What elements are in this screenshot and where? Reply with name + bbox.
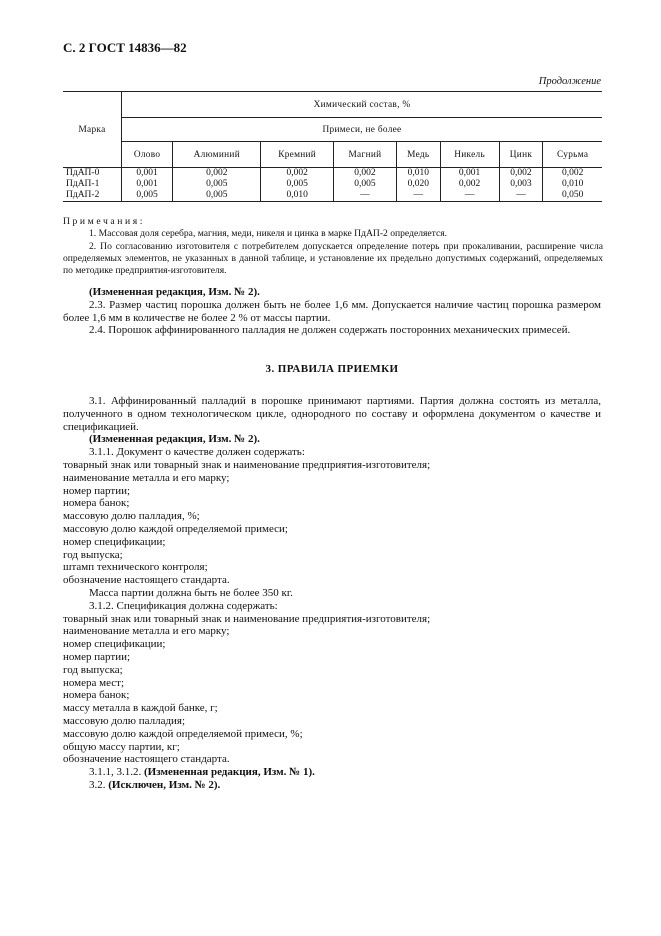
table-cell: — xyxy=(440,190,499,202)
table-row xyxy=(63,190,602,202)
list-item: номер спецификации; xyxy=(63,638,166,651)
subgroup-header: Примеси, не более xyxy=(122,118,603,142)
table-cell: 0,001 xyxy=(440,168,499,180)
grade-cell: ПдАП-1 xyxy=(66,179,100,189)
table-cell: 0,001 xyxy=(122,179,173,190)
table-cell: 0,005 xyxy=(173,190,261,202)
list-item: массовую долю палладия, %; xyxy=(63,510,200,523)
paragraph-2-4: 2.4. Порошок аффинированного палладия не должен содержать посторонних механических примесей. xyxy=(89,324,571,337)
table-cell: 0,002 xyxy=(333,168,396,180)
list-item: год выпуска; xyxy=(63,548,123,561)
notes-title: Примечания: xyxy=(63,216,145,227)
list-item: номера мест; xyxy=(63,676,125,689)
col-header: Кремний xyxy=(261,142,333,168)
table-cell: 0,005 xyxy=(333,179,396,190)
list-item: штамп технического контроля; xyxy=(63,561,208,574)
list-item: номера банок; xyxy=(63,497,130,510)
chemical-composition-table xyxy=(63,91,602,202)
mass-limit: Масса партии должна быть не более 350 кг. xyxy=(89,586,293,599)
grade-cell: ПдАП-2 xyxy=(63,190,122,202)
group-header: Химический состав, % xyxy=(122,92,603,118)
note-item: 2. По согласованию изготовителя с потребителем допускается определение потерь при прокаливании, расширение числа определяемых элементов, не указанных в данной таблице, и установление их предельно допустимых содержаний, определяемых по методике предприятия-изготовителя. xyxy=(63,240,603,277)
reference-prefix: 3.1.1, 3.1.2. xyxy=(89,766,144,779)
table-cell: 0,050 xyxy=(543,190,602,202)
table-cell: 0,010 xyxy=(543,179,602,190)
list-item: номер партии; xyxy=(63,484,131,497)
col-header: Сурьма xyxy=(543,142,602,168)
list-item: массовую долю каждой определяемой примеси; xyxy=(63,522,288,535)
list-item: общую массу партии, кг; xyxy=(63,740,180,753)
section-title: 3. ПРАВИЛА ПРИЕМКИ xyxy=(265,363,399,376)
col-header: Олово xyxy=(122,142,173,168)
list-item: массу металла в каждой банке, г; xyxy=(63,702,218,715)
table-cell: 0,002 xyxy=(173,168,261,180)
col-header: Магний xyxy=(333,142,396,168)
list-item: номер партии; xyxy=(63,650,131,663)
col-grade-header: Марка xyxy=(63,92,122,168)
table-cell: 0,005 xyxy=(122,190,173,202)
table-cell: — xyxy=(333,190,396,202)
paragraph-3-1: 3.1. Аффинированный палладий в порошке принимают партиями. Партия должна состоять из металла, полученного в одном технологическом цикле, однородного по составу и оформлена документом о качестве и спецификацией. xyxy=(63,394,601,433)
list-item: номер спецификации; xyxy=(63,535,166,548)
table-cell: 0,002 xyxy=(440,179,499,190)
col-header: Медь xyxy=(397,142,440,168)
page-header: С. 2 ГОСТ 14836—82 xyxy=(63,40,187,55)
reference-3-1-1-3-1-2 xyxy=(63,766,601,779)
table-cell: 0,002 xyxy=(261,168,333,180)
table-notes xyxy=(63,216,603,277)
col-header: Никель xyxy=(440,142,499,168)
document-body xyxy=(63,286,601,792)
paragraph-3-1-2: 3.1.2. Спецификация должна содержать: xyxy=(89,599,278,612)
continuation-label: Продолжение xyxy=(538,76,601,87)
list-item: массовую долю палладия; xyxy=(63,714,186,727)
table-cell: 0,005 xyxy=(173,179,261,190)
reference-prefix: 3.2. xyxy=(89,778,109,791)
edition-note: (Измененная редакция, Изм. № 2). xyxy=(89,433,260,446)
col-header: Цинк xyxy=(499,142,543,168)
edition-note: (Исключен, Изм. № 2). xyxy=(108,778,221,791)
note-item: 1. Массовая доля серебра, магния, меди, никеля и цинка в марке ПдАП-2 определяется. xyxy=(89,228,448,240)
list-item: наименование металла и его марку; xyxy=(63,471,230,484)
table-cell: — xyxy=(499,190,543,202)
edition-note: (Измененная редакция, Изм. № 1). xyxy=(144,766,315,779)
list-item: товарный знак или товарный знак и наименование предприятия-изготовителя; xyxy=(63,458,431,471)
list-item: массовую долю каждой определяемой примеси, %; xyxy=(63,727,303,740)
grade-cell: ПдАП-0 xyxy=(66,168,100,178)
table-cell: 0,002 xyxy=(543,168,602,180)
col-header: Алюминий xyxy=(173,142,261,168)
table-cell: 0,020 xyxy=(397,179,440,190)
table-cell: 0,010 xyxy=(397,168,440,180)
list-item: товарный знак или товарный знак и наименование предприятия-изготовителя; xyxy=(63,612,431,625)
list-item: номера банок; xyxy=(63,689,130,702)
table-cell: 0,003 xyxy=(499,179,543,190)
table-cell: 0,005 xyxy=(261,179,333,190)
table-cell: — xyxy=(397,190,440,202)
paragraph-3-1-1: 3.1.1. Документ о качестве должен содержать: xyxy=(89,446,305,459)
edition-note: (Измененная редакция, Изм. № 2). xyxy=(89,286,260,298)
table-row xyxy=(63,168,602,180)
paragraph-3-2 xyxy=(63,779,601,792)
table-row xyxy=(63,179,602,190)
table-cell: 0,002 xyxy=(499,168,543,180)
list-item: наименование металла и его марку; xyxy=(63,625,230,638)
table-cell: 0,010 xyxy=(261,190,333,202)
list-item: обозначение настоящего стандарта. xyxy=(63,574,230,587)
table-cell: 0,001 xyxy=(122,168,173,180)
list-item: год выпуска; xyxy=(63,663,123,676)
paragraph-2-3: 2.3. Размер частиц порошка должен быть не более 1,6 мм. Допускается наличие частиц порошка размером более 1,6 мм в количестве не более 2 % от массы партии. xyxy=(63,298,601,324)
list-item: обозначение настоящего стандарта. xyxy=(63,753,230,766)
